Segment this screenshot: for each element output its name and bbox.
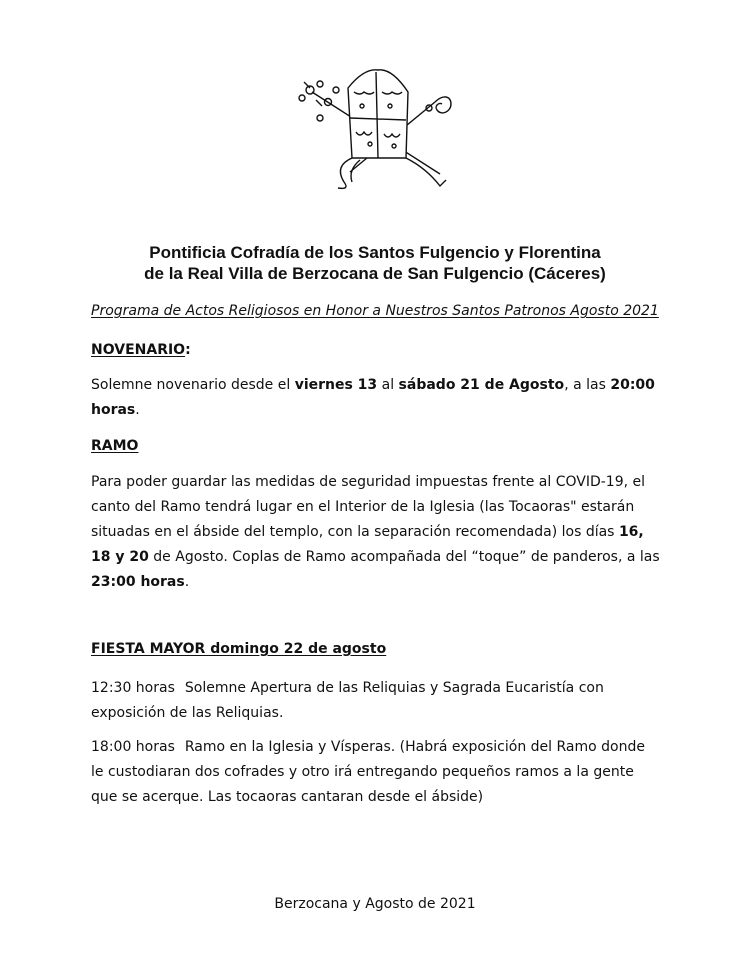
novenario-bold-2: sábado 21 de Agosto xyxy=(398,377,565,393)
novenario-heading-colon: : xyxy=(185,342,191,358)
ramo-bold-2: 23:00 horas xyxy=(91,574,185,590)
ramo-text-1: Para poder guardar las medidas de seguridad impuestas frente al COVID-19, el canto del Ramo tendrá lugar en el Interior de la Iglesia (las Tocaoras" estarán situadas en el ábside del templo, con la separación recomendada) los días xyxy=(91,474,646,540)
novenario-paragraph xyxy=(91,373,661,423)
mitre-crozier-crest-icon xyxy=(290,62,458,194)
novenario-text-2: al xyxy=(377,377,399,393)
confraternity-name-line-1: Pontificia Cofradía de los Santos Fulgencio y Florentina xyxy=(149,243,601,262)
novenario-text-4: . xyxy=(135,402,140,418)
ramo-text-2: de Agosto. Coplas de Ramo acompañada del “toque” de panderos, a las xyxy=(148,549,660,565)
program-title: Programa de Actos Religiosos en Honor a Nuestros Santos Patronos Agosto 2021 xyxy=(91,303,659,319)
event-item xyxy=(91,676,661,726)
confraternity-name-line-2: de la Real Villa de Berzocana de San Fulgencio (Cáceres) xyxy=(144,264,606,283)
novenario-bold-1: viernes 13 xyxy=(294,377,378,393)
footer-place-date: Berzocana y Agosto de 2021 xyxy=(274,896,476,912)
ramo-text-3: . xyxy=(184,574,190,590)
event-time: 12:30 horas xyxy=(91,680,175,696)
event-time: 18:00 horas xyxy=(91,739,175,755)
novenario-text-3: , a las xyxy=(564,377,611,393)
event-item xyxy=(91,735,661,810)
novenario-heading xyxy=(91,338,661,363)
novenario-text-1: Solemne novenario desde el xyxy=(91,377,295,393)
ramo-heading: RAMO xyxy=(91,438,139,454)
fiesta-mayor-heading: FIESTA MAYOR domingo 22 de agosto xyxy=(91,641,387,657)
novenario-bold-3: 20:00 horas xyxy=(91,377,655,418)
ramo-paragraph xyxy=(91,470,661,595)
event-description: Ramo en la Iglesia y Vísperas. (Habrá exposición del Ramo donde le custodiaran dos cofrades y otro irá entregando pequeños ramos a la gente que se acerque. Las tocaoras cantaran desde el ábside) xyxy=(91,739,645,805)
novenario-heading-text: NOVENARIO xyxy=(91,342,186,358)
ramo-bold-1: 16, 18 y 20 xyxy=(91,524,644,565)
event-description: Solemne Apertura de las Reliquias y Sagrada Eucaristía con exposición de las Reliquias. xyxy=(91,680,604,721)
